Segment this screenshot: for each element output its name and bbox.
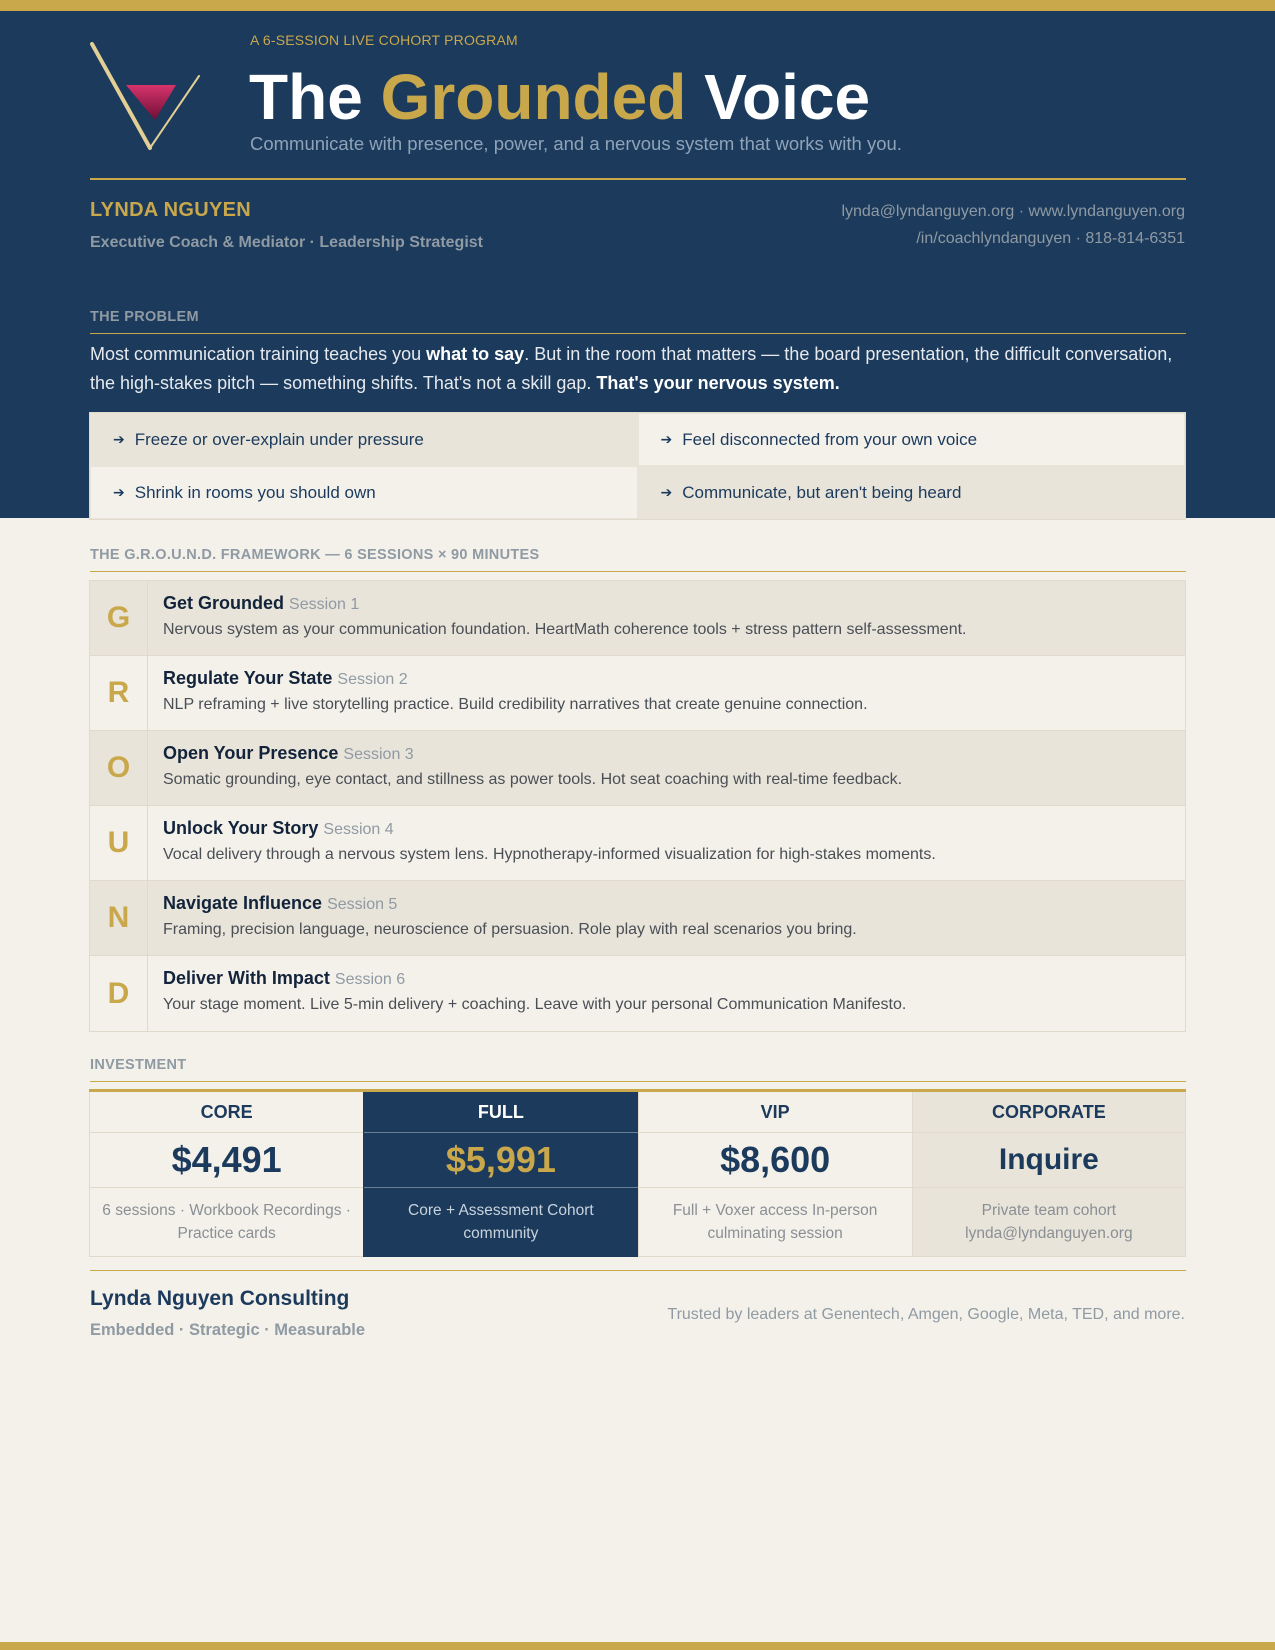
tier-name: CORPORATE	[913, 1092, 1185, 1133]
tier-desc: Core + Assessment Cohort community	[408, 1202, 594, 1242]
program-eyebrow: A 6-SESSION LIVE COHORT PROGRAM	[250, 32, 518, 48]
framework-desc: NLP reframing + live storytelling practice. Build credibility narratives that create genuine connection.	[163, 696, 868, 713]
framework-desc: Framing, precision language, neuroscience of persuasion. Role play with real scenarios you bring.	[163, 921, 857, 938]
investment-divider	[90, 1081, 1186, 1082]
tier-desc: Full + Voxer access In-person culminating session	[672, 1202, 878, 1242]
framework-letter: O	[90, 731, 148, 805]
investment-label: INVESTMENT	[90, 1057, 187, 1073]
tier-name: FULL	[364, 1092, 637, 1133]
tier-price: $8,600	[639, 1133, 912, 1188]
pain-point-text: Communicate, but aren't being heard	[682, 482, 962, 502]
footer-trust: Trusted by leaders at Genentech, Amgen, Google, Meta, TED, and more.	[667, 1306, 1185, 1323]
logo-icon	[88, 42, 202, 152]
tier-core	[89, 1092, 363, 1257]
title-highlight: Grounded	[380, 61, 687, 133]
framework-title: Deliver With Impact	[163, 968, 330, 988]
framework-row	[90, 881, 1185, 956]
framework-title: Open Your Presence	[163, 743, 339, 763]
framework-session: Session 6	[334, 971, 406, 988]
framework-row	[90, 581, 1185, 656]
framework-title: Unlock Your Story	[163, 818, 319, 838]
framework-desc: Your stage moment. Live 5-min delivery + coaching. Leave with your personal Communication Manifesto.	[163, 996, 907, 1013]
pricing-table	[89, 1089, 1186, 1257]
framework-letter: D	[90, 956, 148, 1031]
framework-row	[90, 806, 1185, 881]
pain-point-text: Shrink in rooms you should own	[134, 482, 376, 502]
tier-name: CORE	[90, 1092, 363, 1133]
arrow-right-icon: ➔	[660, 431, 673, 447]
header-divider	[90, 178, 1186, 180]
pain-point	[638, 466, 1186, 519]
arrow-right-icon: ➔	[113, 484, 125, 500]
framework-list	[89, 580, 1186, 1032]
framework-session: Session 1	[289, 596, 360, 613]
arrow-right-icon: ➔	[113, 431, 125, 447]
page-title	[249, 58, 870, 136]
problem-text	[90, 340, 1190, 398]
tier-desc: Private team cohort lynda@lyndanguyen.org	[965, 1202, 1133, 1242]
framework-session: Session 3	[343, 746, 414, 763]
framework-title: Navigate Influence	[163, 893, 323, 913]
bottom-accent-bar	[0, 1642, 1275, 1650]
title-part-1: The	[249, 61, 381, 133]
framework-letter: N	[90, 881, 148, 955]
framework-desc: Somatic grounding, eye contact, and stillness as power tools. Hot seat coaching with real-time feedback.	[163, 771, 903, 788]
pain-point-text: Feel disconnected from your own voice	[682, 429, 978, 449]
top-accent-bar	[0, 0, 1275, 11]
tier-price: Inquire	[913, 1133, 1185, 1188]
tier-full	[363, 1092, 637, 1257]
coach-name: LYNDA NGUYEN	[90, 199, 252, 221]
contact-line-1: lynda@lyndanguyen.org · www.lyndanguyen.org	[841, 203, 1185, 220]
tier-name: VIP	[639, 1092, 912, 1133]
framework-session: Session 4	[323, 821, 394, 838]
framework-session: Session 5	[327, 896, 398, 913]
footer-company: Lynda Nguyen Consulting	[90, 1287, 350, 1310]
problem-divider	[90, 333, 1186, 334]
framework-title: Regulate Your State	[163, 668, 333, 688]
title-part-2: Voice	[686, 61, 871, 133]
coach-role: Executive Coach & Mediator · Leadership Strategist	[90, 234, 483, 251]
tagline: Communicate with presence, power, and a nervous system that works with you.	[250, 133, 902, 154]
framework-row	[90, 956, 1185, 1031]
framework-session: Session 2	[337, 671, 408, 688]
tier-corporate	[912, 1092, 1186, 1257]
problem-text-part-2: . But in the room that matters — the board presentation, the difficult conversation, the high-stakes pitch — something shifts. That's not a skill gap.	[90, 344, 1173, 393]
tier-price: $5,991	[364, 1133, 637, 1188]
framework-desc: Vocal delivery through a nervous system lens. Hypnotherapy-informed visualization for high-stakes moments.	[163, 846, 936, 863]
framework-row	[90, 731, 1185, 806]
framework-divider	[90, 571, 1186, 572]
framework-letter: U	[90, 806, 148, 880]
problem-emphasis-1: what to say	[426, 344, 525, 364]
tier-desc: 6 sessions · Workbook Recordings · Practice cards	[102, 1202, 351, 1242]
problem-label: THE PROBLEM	[90, 309, 199, 325]
framework-letter: G	[90, 581, 148, 655]
tier-vip	[638, 1092, 912, 1257]
footer-tagline: Embedded · Strategic · Measurable	[90, 1321, 366, 1339]
arrow-right-icon: ➔	[660, 484, 673, 500]
footer-divider	[90, 1270, 1186, 1271]
framework-desc: Nervous system as your communication foundation. HeartMath coherence tools + stress pattern self-assessment.	[163, 621, 967, 638]
pain-point-text: Freeze or over-explain under pressure	[134, 429, 424, 449]
problem-text-part-1: Most communication training teaches you	[90, 344, 427, 364]
framework-row	[90, 656, 1185, 731]
framework-label: THE G.R.O.U.N.D. FRAMEWORK — 6 SESSIONS × 90 MINUTES	[90, 547, 540, 563]
contact-line-2: /in/coachlyndanguyen · 818-814-6351	[916, 230, 1185, 247]
framework-title: Get Grounded	[163, 593, 284, 613]
framework-letter: R	[90, 656, 148, 730]
pain-points-grid	[89, 412, 1186, 520]
pain-point	[90, 466, 638, 519]
problem-emphasis-2: That's your nervous system.	[596, 373, 840, 393]
pain-point	[638, 413, 1186, 466]
pain-point	[90, 413, 638, 466]
tier-price: $4,491	[90, 1133, 363, 1188]
